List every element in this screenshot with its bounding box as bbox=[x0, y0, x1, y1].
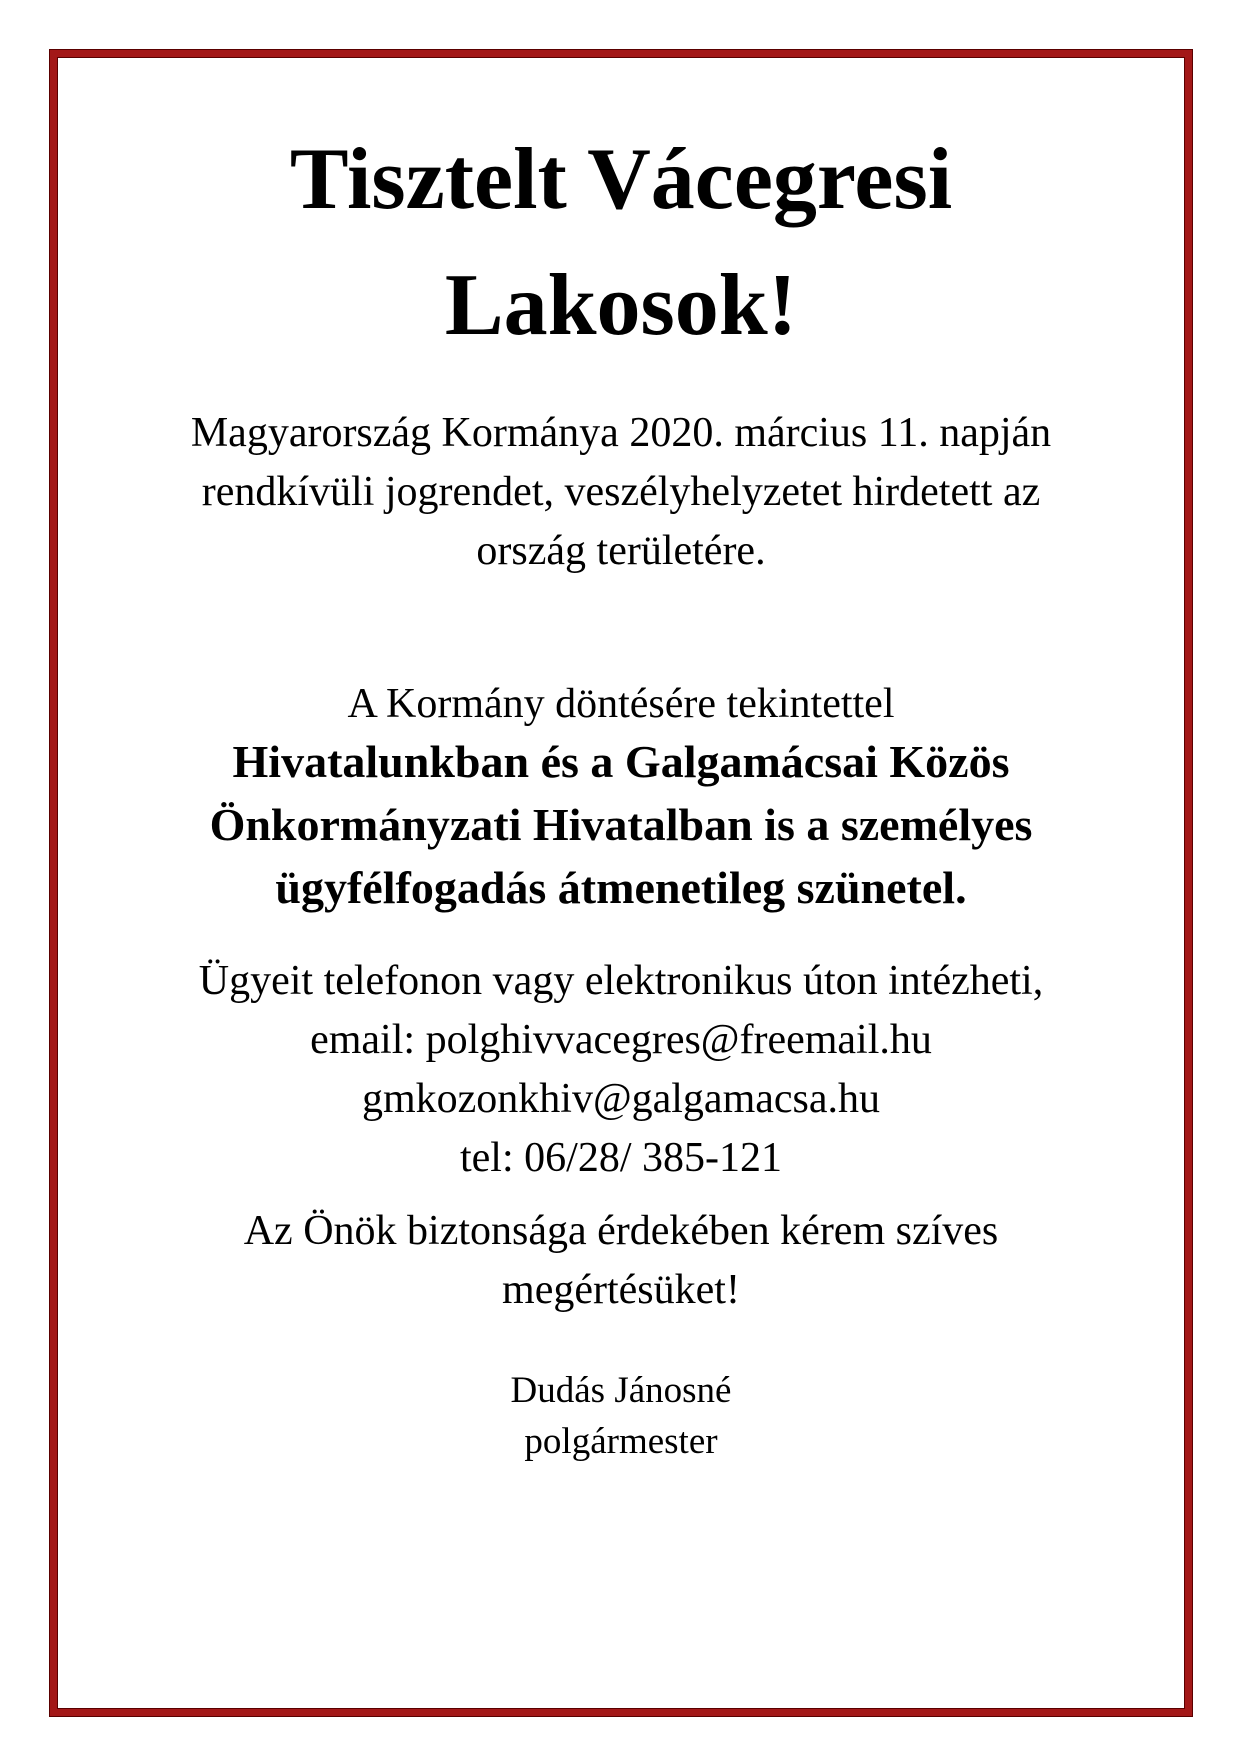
signature-role: polgármester bbox=[524, 1421, 718, 1462]
emergency-line-1: Magyarország Kormánya 2020. március 11. napján bbox=[190, 410, 1052, 456]
contact-intro: Ügyeit telefonon vagy elektronikus úton intézheti, bbox=[198, 958, 1044, 1004]
contact-info bbox=[57, 952, 1185, 1188]
closure-line-2: Önkormányzati Hivatalban is a személyes bbox=[209, 799, 1033, 850]
title-line-2: Lakosok! bbox=[444, 257, 798, 354]
office-closure-notice bbox=[57, 730, 1185, 919]
contact-phone: tel: 06/28/ 385-121 bbox=[460, 1135, 782, 1181]
emergency-line-3: ország területére. bbox=[476, 528, 766, 574]
title-line-1: Tisztelt Vácegresi bbox=[289, 131, 953, 228]
closing-line-2: megértésüket! bbox=[502, 1267, 740, 1313]
decision-intro-text: A Kormány döntésére tekintettel bbox=[347, 681, 895, 727]
signature-name: Dudás Jánosné bbox=[510, 1370, 732, 1411]
emergency-line-2: rendkívüli jogrendet, veszélyhelyzetet hirdetett az bbox=[201, 469, 1041, 515]
contact-email-2: gmkozonkhiv@galgamacsa.hu bbox=[361, 1076, 881, 1122]
decision-intro bbox=[57, 675, 1185, 734]
closing-line-1: Az Önök biztonsága érdekében kérem szíves bbox=[243, 1208, 999, 1254]
closure-line-3: ügyfélfogadás átmenetileg szünetel. bbox=[275, 862, 967, 913]
notice-title bbox=[57, 117, 1185, 369]
contact-email-1: email: polghivvacegres@freemail.hu bbox=[310, 1017, 932, 1063]
closure-line-1: Hivatalunkban és a Galgamácsai Közös bbox=[232, 736, 1010, 787]
signature-block bbox=[57, 1365, 1185, 1467]
closing-paragraph bbox=[57, 1202, 1185, 1320]
emergency-paragraph bbox=[57, 404, 1185, 581]
